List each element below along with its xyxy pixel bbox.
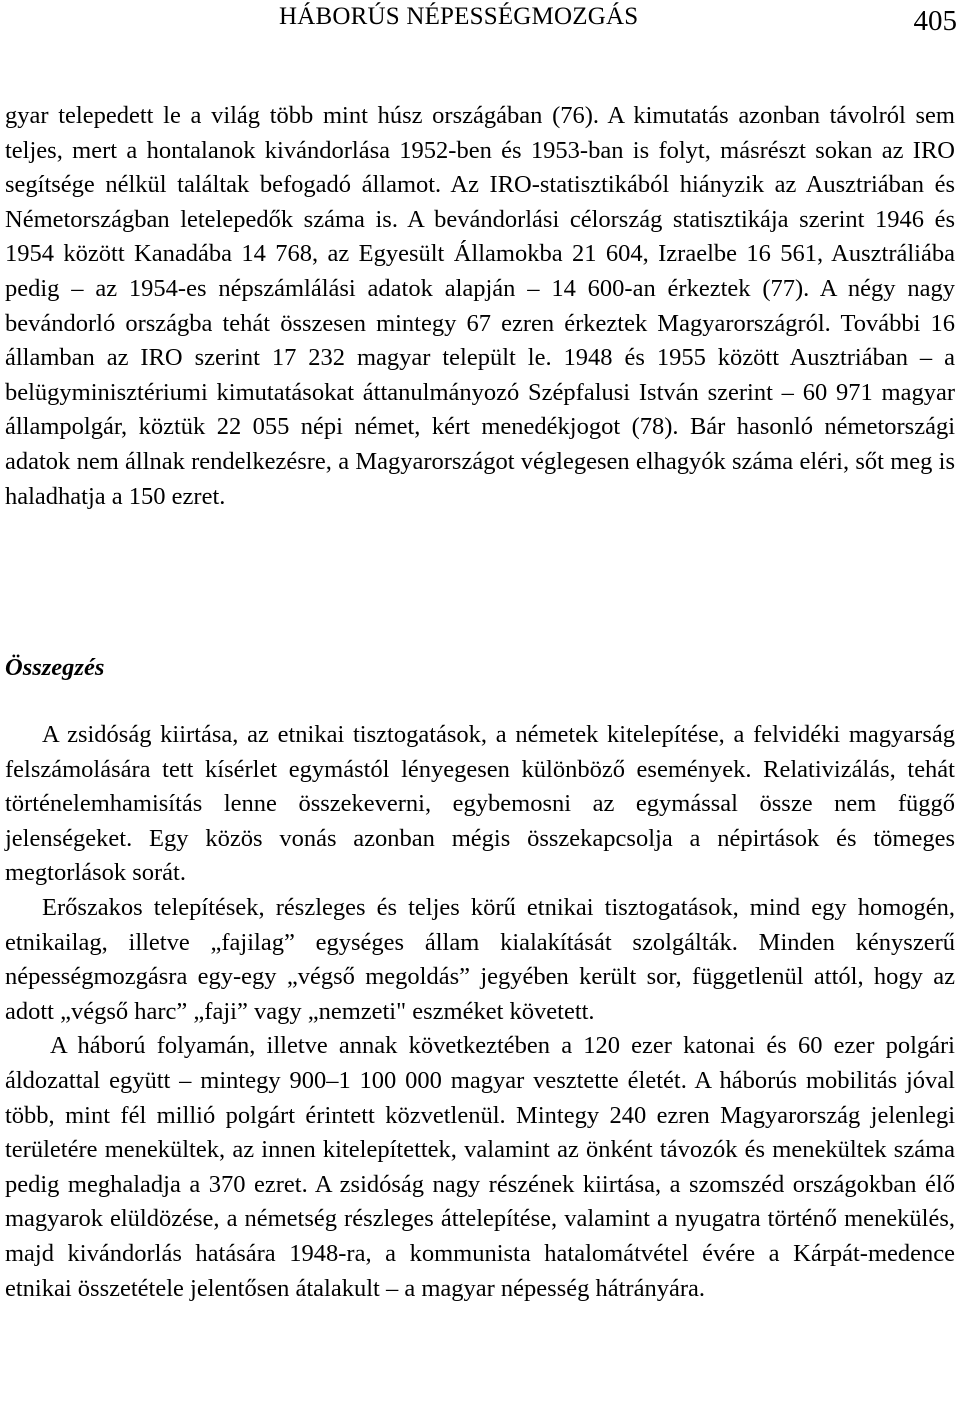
summary-paragraph-2: Erőszakos telepítések, részleges és teljes körű etnikai tisztogatások, mind egy homogén, etnikailag, illetve „fajilag” egységes állam kialakítását szolgálták. Minden kényszerű népességmozgásra egy-egy „végső megoldás” jegyében került sor, függetlenül attól, hogy az adott „végső harc” „faji” vagy „nemzeti" eszméket követett. <box>5 893 955 1025</box>
section-heading: Összegzés <box>5 654 105 681</box>
page-number: 405 <box>913 5 957 37</box>
running-title: HÁBORÚS NÉPESSÉGMOZGÁS <box>279 3 639 30</box>
summary-paragraph-1: A zsidóság kiirtása, az etnikai tisztogatások, a németek kitelepítése, a felvidéki magyarság felszámolására tett kísérlet egymástól lényegesen különböző események. Relativizálás, tehát történelemhamisítás lenne összekeverni, egybemosni az egymással össze nem függő jelenségeket. Egy közös vonás azonban mégis összekapcsolja a népirtások és tömeges megtorlások sorát. <box>5 721 955 887</box>
summary-section <box>5 718 955 1306</box>
summary-paragraph-3: A háború folyamán, illetve annak következtében a 120 ezer katonai és 60 ezer polgári áldozattal együtt – mintegy 900–1 100 000 magyar vesztette életét. A háborús mobilitás jóval több, mint fél millió polgárt érintett közvetlenül. Mintegy 240 ezren Magyarország jelenlegi területére menekültek, az innen kitelepítettek, valamint az önként távozók és menekültek száma pedig meghaladja a 370 ezret. A zsidóság nagy részének kiirtása, a szomszéd országokban élő magyarok elüldözése, a németség részleges áttelepítése, valamint a nyugatra történő menekülés, majd kivándorlás hatására 1948-ra, a kommunista hatalomátvétel évére a Kárpát-medence etnikai összetétele jelentősen átalakult – a magyar népesség hátrányára. <box>5 1032 955 1302</box>
book-page <box>5 0 957 1302</box>
body-paragraph-continued: gyar telepedett le a világ több mint húsz országában (76). A kimutatás azonban távolról sem teljes, mert a hontalanok kivándorlása 1952-ben és 1953-ban is folyt, másrészt sokan az IRO segítsége nélkül találtak befogadó államot. Az IRO-statisztikából hiányzik az Ausztriában és Németországban letelepedők száma is. A bevándorlási célország statisztikája szerint 1946 és 1954 között Kanadába 14 768, az Egyesült Államokba 21 604, Izraelbe 16 561, Ausztráliába pedig – az 1954-es népszámlálási adatok alapján – 14 600-an érkeztek (77). A négy nagy bevándorló országba tehát összesen mintegy 67 ezren érkeztek Magyarországról. További 16 államban az IRO szerint 17 232 magyar települt le. 1948 és 1955 között Ausztriában – a belügyminisztériumi kimutatásokat áttanulmányozó Szépfalusi István szerint – 60 971 magyar állampolgár, köztük 22 055 népi német, kért menedékjogot (78). Bár hasonló németországi adatok nem állnak rendelkezésre, a Magyarországot véglegesen elhagyók száma eléri, sőt meg is haladhatja a 150 ezret. <box>5 102 955 510</box>
running-header <box>5 0 955 44</box>
